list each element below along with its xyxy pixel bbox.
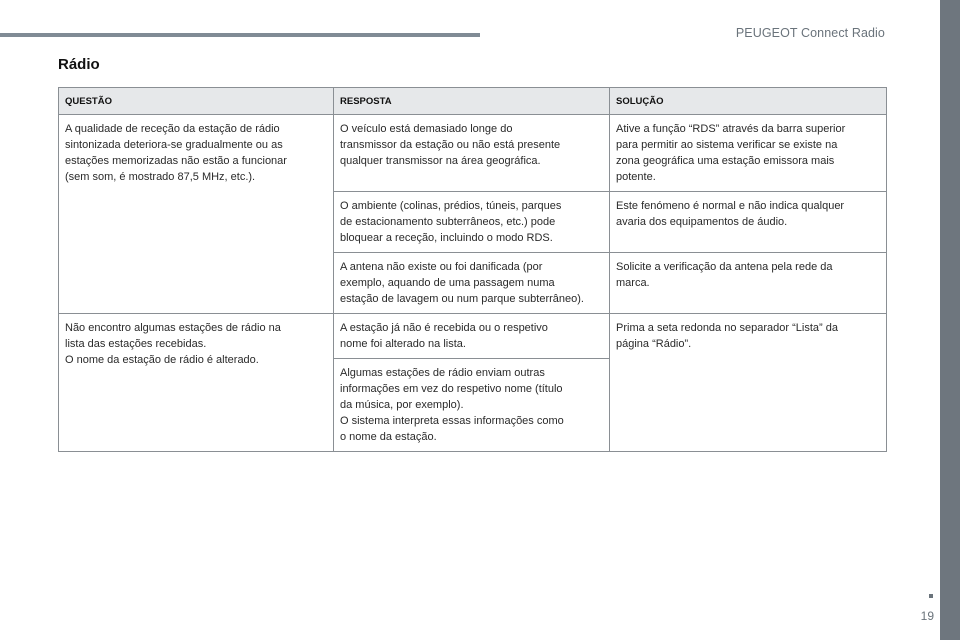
table-row <box>59 115 887 192</box>
page-edge-band <box>940 0 960 640</box>
answer-cell: O veículo está demasiado longe do transmissor da estação ou não está presente qualquer transmissor na área geográfica. <box>334 115 610 192</box>
solution-cell: Este fenómeno é normal e não indica qualquer avaria dos equipamentos de áudio. <box>610 192 887 253</box>
column-header-answer: RESPOSTA <box>334 88 610 115</box>
section-title: Rádio <box>58 56 100 73</box>
answer-cell: Algumas estações de rádio enviam outras informações em vez do respetivo nome (título da música, por exemplo). O sistema interpreta essas informações como o nome da estação. <box>334 359 610 452</box>
header-title: PEUGEOT Connect Radio <box>735 26 885 40</box>
solution-cell: Ative a função “RDS” através da barra superior para permitir ao sistema verificar se existe na zona geográfica uma estação emissora mais potente. <box>610 115 887 192</box>
page-number: 19 <box>920 609 934 623</box>
solution-cell: Solicite a verificação da antena pela rede da marca. <box>610 253 887 314</box>
question-cell: Não encontro algumas estações de rádio na lista das estações recebidas. O nome da estação de rádio é alterado. <box>59 314 334 452</box>
column-header-question: QUESTÃO <box>59 88 334 115</box>
column-header-solution: SOLUÇÃO <box>610 88 887 115</box>
page-marker-dot <box>929 594 933 598</box>
header-rule <box>0 33 480 37</box>
solution-cell: Prima a seta redonda no separador “Lista” da página “Rádio”. <box>610 314 887 452</box>
answer-cell: A antena não existe ou foi danificada (por exemplo, aquando de uma passagem numa estação de lavagem ou num parque subterrâneo). <box>334 253 610 314</box>
question-cell: A qualidade de receção da estação de rádio sintonizada deteriora-se gradualmente ou as estações memorizadas não estão a funcionar (sem som, é mostrado 87,5 MHz, etc.). <box>59 115 334 314</box>
troubleshooting-table <box>58 87 887 452</box>
answer-cell: A estação já não é recebida ou o respetivo nome foi alterado na lista. <box>334 314 610 359</box>
table-header-row <box>59 88 887 115</box>
answer-cell: O ambiente (colinas, prédios, túneis, parques de estacionamento subterrâneos, etc.) pode bloquear a receção, incluindo o modo RDS. <box>334 192 610 253</box>
table-row <box>59 314 887 359</box>
